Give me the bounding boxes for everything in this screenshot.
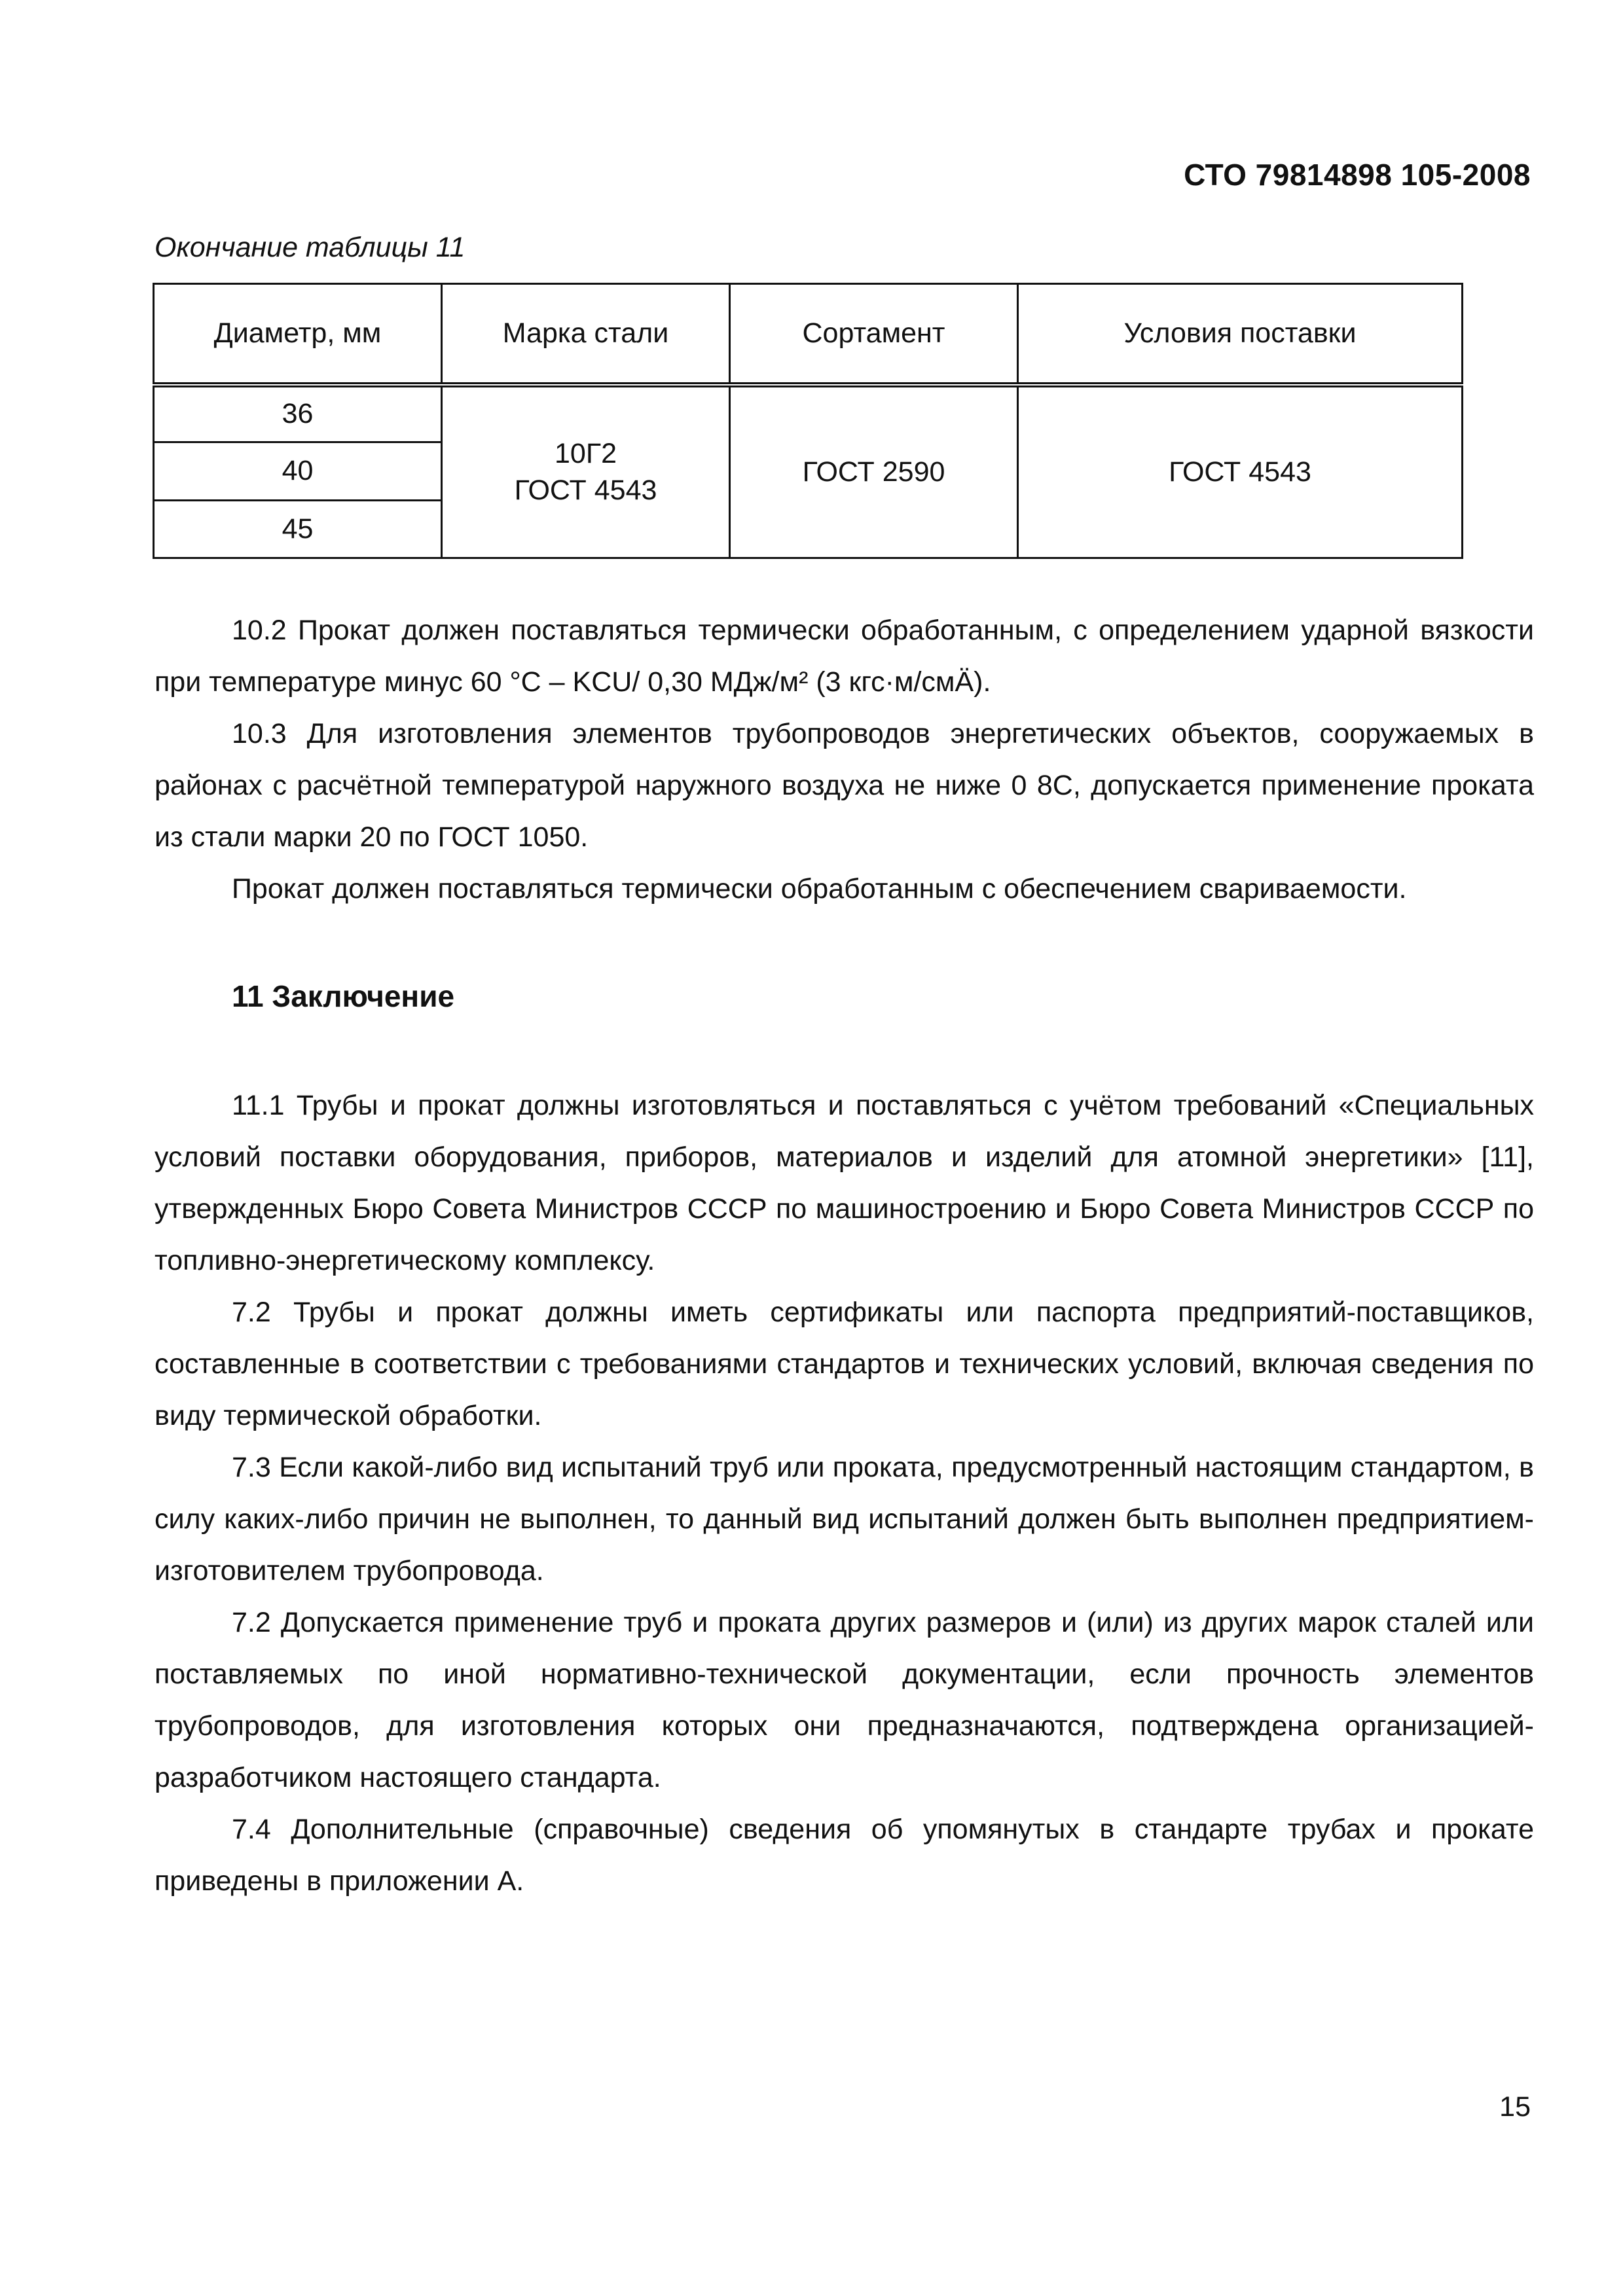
paragraph-7-3: 7.3 Если какой-либо вид испытаний труб или проката, предусмотренный настоящим стандартом, в силу каких-либо причин не выполнен, то данный вид испытаний должен быть выполнен предприятием-изготовителем трубопровода. — [155, 1452, 1534, 1587]
header-delivery-conditions: Условия поставки — [1018, 284, 1463, 385]
table-row — [154, 385, 1463, 442]
diameter-cell: 45 — [154, 500, 442, 558]
page-number: 15 — [1499, 2091, 1531, 2123]
document-code: СТО 79814898 105-2008 — [1184, 158, 1531, 192]
diameter-cell: 40 — [154, 442, 442, 500]
paragraph-7-2-certificates: 7.2 Трубы и прокат должны иметь сертификаты или паспорта предприятий-поставщиков, составленные в соответствии с требованиями стандартов и технических условий, включая сведения по виду термической обработки. — [155, 1297, 1534, 1431]
delivery-conditions-cell: ГОСТ 4543 — [1018, 385, 1463, 558]
header-diameter: Диаметр, мм — [154, 284, 442, 385]
paragraph-7-2-alternatives: 7.2 Допускается применение труб и проката других размеров и (или) из других марок сталей или поставляемых по иной нормативно-технической документации, если прочность элементов трубопроводов, для изготовления которых они предназначаются, подтверждена организацией-разработчиком настоящего стандарта. — [155, 1607, 1534, 1793]
paragraph-10-2: 10.2 Прокат должен поставляться термически обработанным, с определением ударной вязкости при температуре минус 60 °С – KCU/ 0,30 МДж/м² (3 кгс·м/смÄ). — [155, 615, 1534, 698]
table-caption: Окончание таблицы 11 — [155, 232, 465, 263]
paragraph-7-4: 7.4 Дополнительные (справочные) сведения об упомянутых в стандарте трубах и прокате приведены в приложении А. — [155, 1814, 1534, 1897]
paragraph-welding: Прокат должен поставляться термически обработанным с обеспечением свариваемости. — [232, 873, 1407, 905]
assortment-cell: ГОСТ 2590 — [730, 385, 1018, 558]
diameter-cell: 36 — [154, 385, 442, 442]
header-steel-grade: Марка стали — [442, 284, 730, 385]
paragraph-10-3: 10.3 Для изготовления элементов трубопроводов энергетических объектов, сооружаемых в районах с расчётной температурой наружного воздуха не ниже 0 8С, допускается применение проката из стали марки 20 по ГОСТ 1050. — [155, 718, 1534, 853]
steel-grade-cell — [442, 385, 730, 558]
data-table — [153, 283, 1463, 559]
section-heading: 11 Заключение — [232, 979, 455, 1013]
body-text-after — [155, 1080, 1534, 1907]
body-text-before — [155, 605, 1534, 915]
table-header-row — [154, 284, 1463, 385]
header-assortment: Сортамент — [730, 284, 1018, 385]
paragraph-11-1: 11.1 Трубы и прокат должны изготовляться и поставляться с учётом требований «Специальных условий поставки оборудования, приборов, материалов и изделий для атомной энергетики» [11], утвержденных Бюро Совета Министров СССР по машиностроению и Бюро Совета Министров СССР по топливно-энергетическому комплексу. — [155, 1090, 1534, 1276]
steel-grade-standard: ГОСТ 4543 — [514, 475, 657, 507]
steel-grade-line: 10Г2 — [554, 438, 617, 470]
